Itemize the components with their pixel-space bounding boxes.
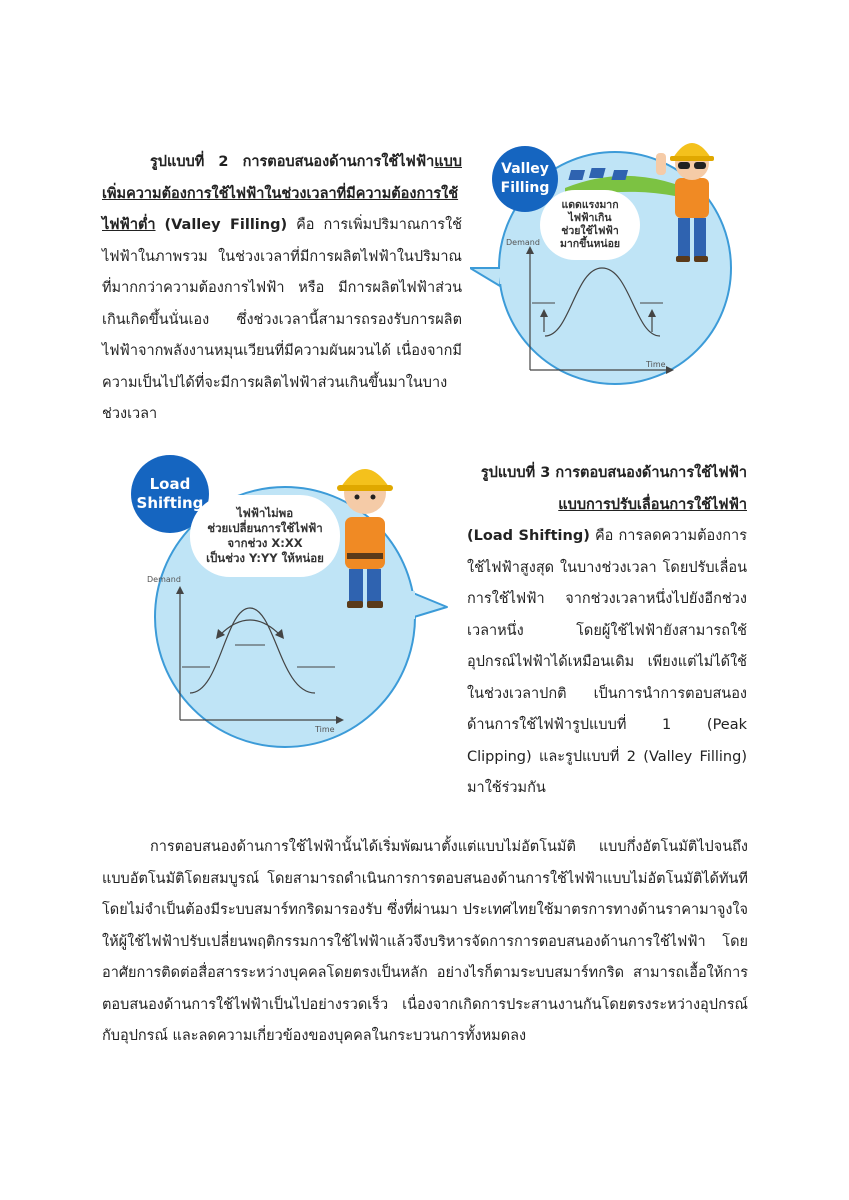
load-shifting-y-label: Demand: [147, 575, 181, 584]
load-shifting-illustration: [125, 445, 455, 750]
load-shifting-heading-lead: รูปแบบที่ 3 การตอบสนองด้านการใช้ไฟฟ้า: [480, 465, 747, 481]
load-shifting-paragraph: [467, 458, 747, 805]
valley-filling-body: คือ การเพิ่มปริมาณการใช้ไฟฟ้าในภาพรวม ในช่วงเวลาที่มีการผลิตไฟฟ้าในปริมาณที่มากกว่าความต้องการไฟฟ้า หรือ มีการผลิตไฟฟ้าส่วนเกินเกิดขึ้นนั่นเอง ซึ่งช่วงเวลานี้สามารถรองรับการผลิตไฟฟ้าจากพลังงานหมุนเวียนที่มีความผันผวนได้ เนื่องจากมีความเป็นไปได้ที่จะมีการผลิตไฟฟ้าส่วนเกินขึ้นมาในบางช่วงเวลา: [102, 217, 462, 422]
valley-filling-heading-underlined: แบบเพิ่มความต้องการใช้ไฟฟ้าในช่วงเวลาที่มีความต้องการใช้ไฟฟ้าต่ำ: [102, 154, 462, 233]
load-shifting-body: คือ การลดความต้องการใช้ไฟฟ้าสูงสุด ในบางช่วงเวลา โดยปรับเลื่อนการใช้ไฟฟ้า จากช่วงเวลาหนึ่งไปยังอีกช่วงเวลาหนึ่ง โดยผู้ใช้ไฟฟ้ายังสามารถใช้อุปกรณ์ไฟฟ้าได้เหมือนเดิม เพียงแต่ไม่ได้ใช้ในช่วงเวลาปกติ เป็นการนำการตอบสนองด้านการใช้ไฟฟ้ารูปแบบที่ 1 (Peak Clipping) และรูปแบบที่ 2 (Valley Filling) มาใช้ร่วมกัน: [467, 528, 747, 796]
load-shifting-heading-en: (Load Shifting): [467, 528, 590, 544]
valley-filling-heading-en: (Valley Filling): [164, 217, 288, 233]
valley-filling-paragraph: [102, 147, 462, 431]
valley-filling-speech-bubble: แดดแรงมาก ไฟฟ้าเกิน ช่วยใช้ไฟฟ้า มากขึ้นหน่อย: [540, 190, 640, 260]
load-shifting-heading-underlined: แบบการปรับเลื่อนการใช้ไฟฟ้า: [558, 496, 747, 513]
valley-filling-illustration: [470, 118, 736, 390]
load-shifting-badge: Load Shifting: [131, 455, 209, 533]
valley-filling-heading-lead: รูปแบบที่ 2 การตอบสนองด้านการใช้ไฟฟ้า: [150, 154, 435, 170]
automation-paragraph: [102, 832, 748, 1053]
automation-body: การตอบสนองด้านการใช้ไฟฟ้านั้นได้เริ่มพัฒนาตั้งแต่แบบไม่อัตโนมัติ แบบกึ่งอัตโนมัติไปจนถึงแบบอัตโนมัติโดยสมบูรณ์ โดยสามารถดำเนินการการตอบสนองด้านการใช้ไฟฟ้าแบบไม่อัตโนมัติได้ทันที โดยไม่จำเป็นต้องมีระบบสมาร์ทกริดมารองรับ ซึ่งที่ผ่านมา ประเทศไทยใช้มาตรการทางด้านราคามาจูงใจ ให้ผู้ใช้ไฟฟ้าปรับเปลี่ยนพฤติกรรมการใช้ไฟฟ้าแล้วจึงบริหารจัดการการตอบสนองด้านการใช้ไฟฟ้า โดยอาศัยการติดต่อสื่อสารระหว่างบุคคลโดยตรงเป็นหลัก อย่างไรก็ตามระบบสมาร์ทกริด สามารถเอื้อให้การตอบสนองด้านการใช้ไฟฟ้าเป็นไปอย่างรวดเร็ว เนื่องจากเกิดการประสานงานกันโดยตรงระหว่างอุปกรณ์กับอุปกรณ์ และลดความเกี่ยวข้องของบุคคลในกระบวนการทั้งหมดลง: [102, 839, 748, 1044]
valley-filling-y-label: Demand: [506, 238, 540, 247]
valley-filling-x-label: Time: [646, 360, 666, 369]
valley-filling-badge: Valley Filling: [492, 146, 558, 212]
load-shifting-speech-bubble: ไฟฟ้าไม่พอ ช่วยเปลี่ยนการใช้ไฟฟ้า จากช่วง X:XX เป็นช่วง Y:YY ให้หน่อย: [190, 495, 340, 577]
load-shifting-x-label: Time: [315, 725, 335, 734]
